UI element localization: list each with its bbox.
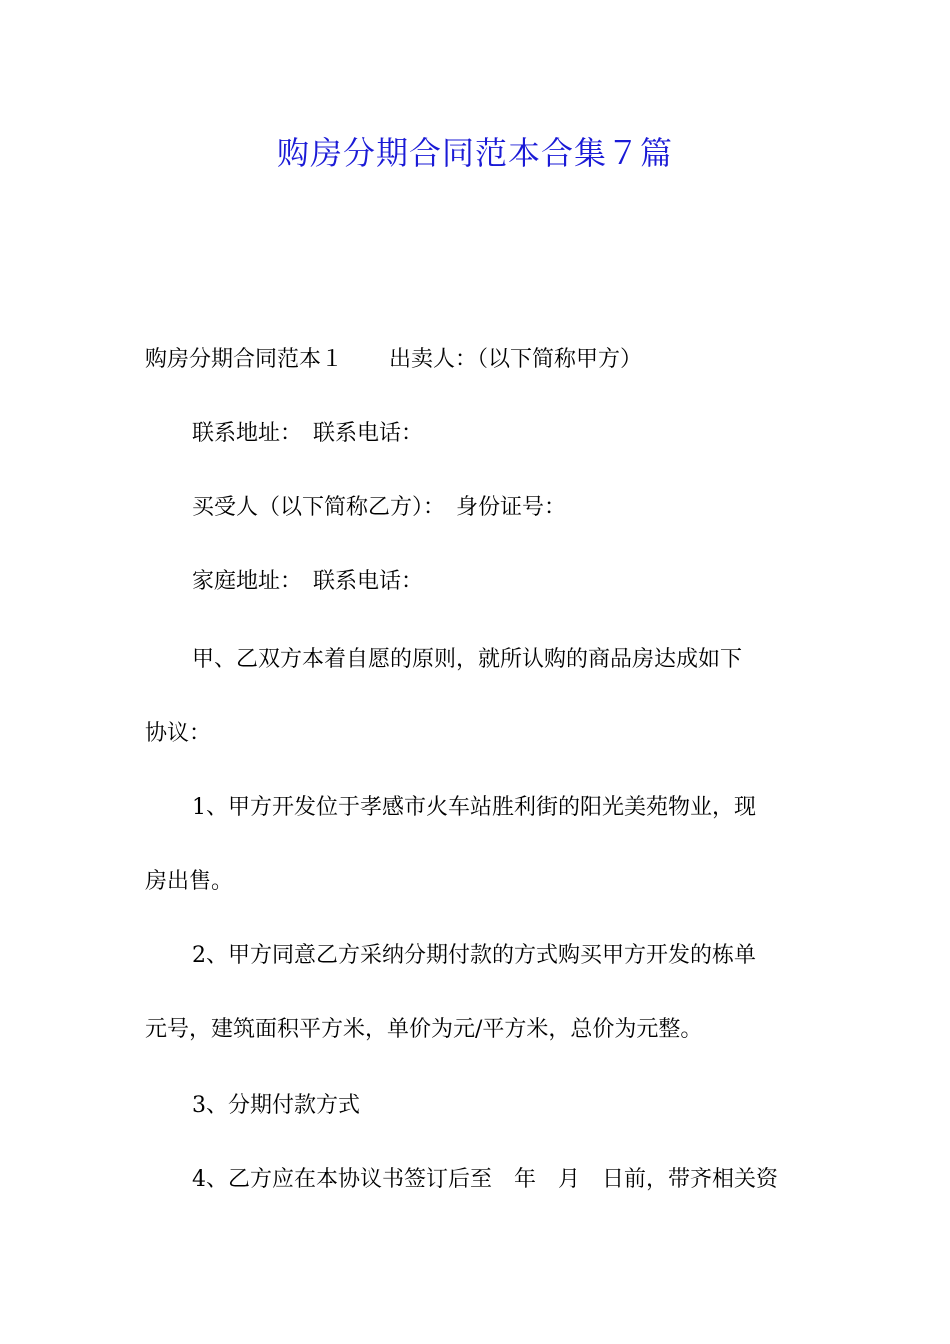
document-title: 购房分期合同范本合集７篇	[276, 134, 673, 172]
agreement-intro-cont: 协议：	[145, 721, 212, 746]
clause-1-cont: 房出售。	[145, 869, 234, 894]
section-heading: 购房分期合同范本１	[145, 347, 344, 372]
clause-3-line: 3、分期付款方式	[192, 1093, 360, 1118]
seller-contact-line: 联系地址： 联系电话：	[192, 421, 424, 446]
seller-label: 出卖人：（以下简称甲方）	[389, 347, 643, 372]
buyer-line: 买受人（以下简称乙方）： 身份证号：	[192, 495, 567, 520]
paragraph-heading-line	[0, 340, 950, 380]
clause-4-line: 4、乙方应在本协议书签订后至 年 月 日前，带齐相关资	[192, 1167, 778, 1192]
clause-2-line: 2、甲方同意乙方采纳分期付款的方式购买甲方开发的栋单	[192, 943, 756, 968]
agreement-intro-line: 甲、乙双方本着自愿的原则，就所认购的商品房达成如下	[192, 647, 743, 672]
clause-2-cont: 元号，建筑面积平方米，单价为元/平方米，总价为元整。	[145, 1017, 703, 1042]
clause-1-line: 1、甲方开发位于孝感市火车站胜利街的阳光美苑物业，现	[192, 795, 756, 820]
buyer-address-line: 家庭地址： 联系电话：	[192, 569, 424, 594]
